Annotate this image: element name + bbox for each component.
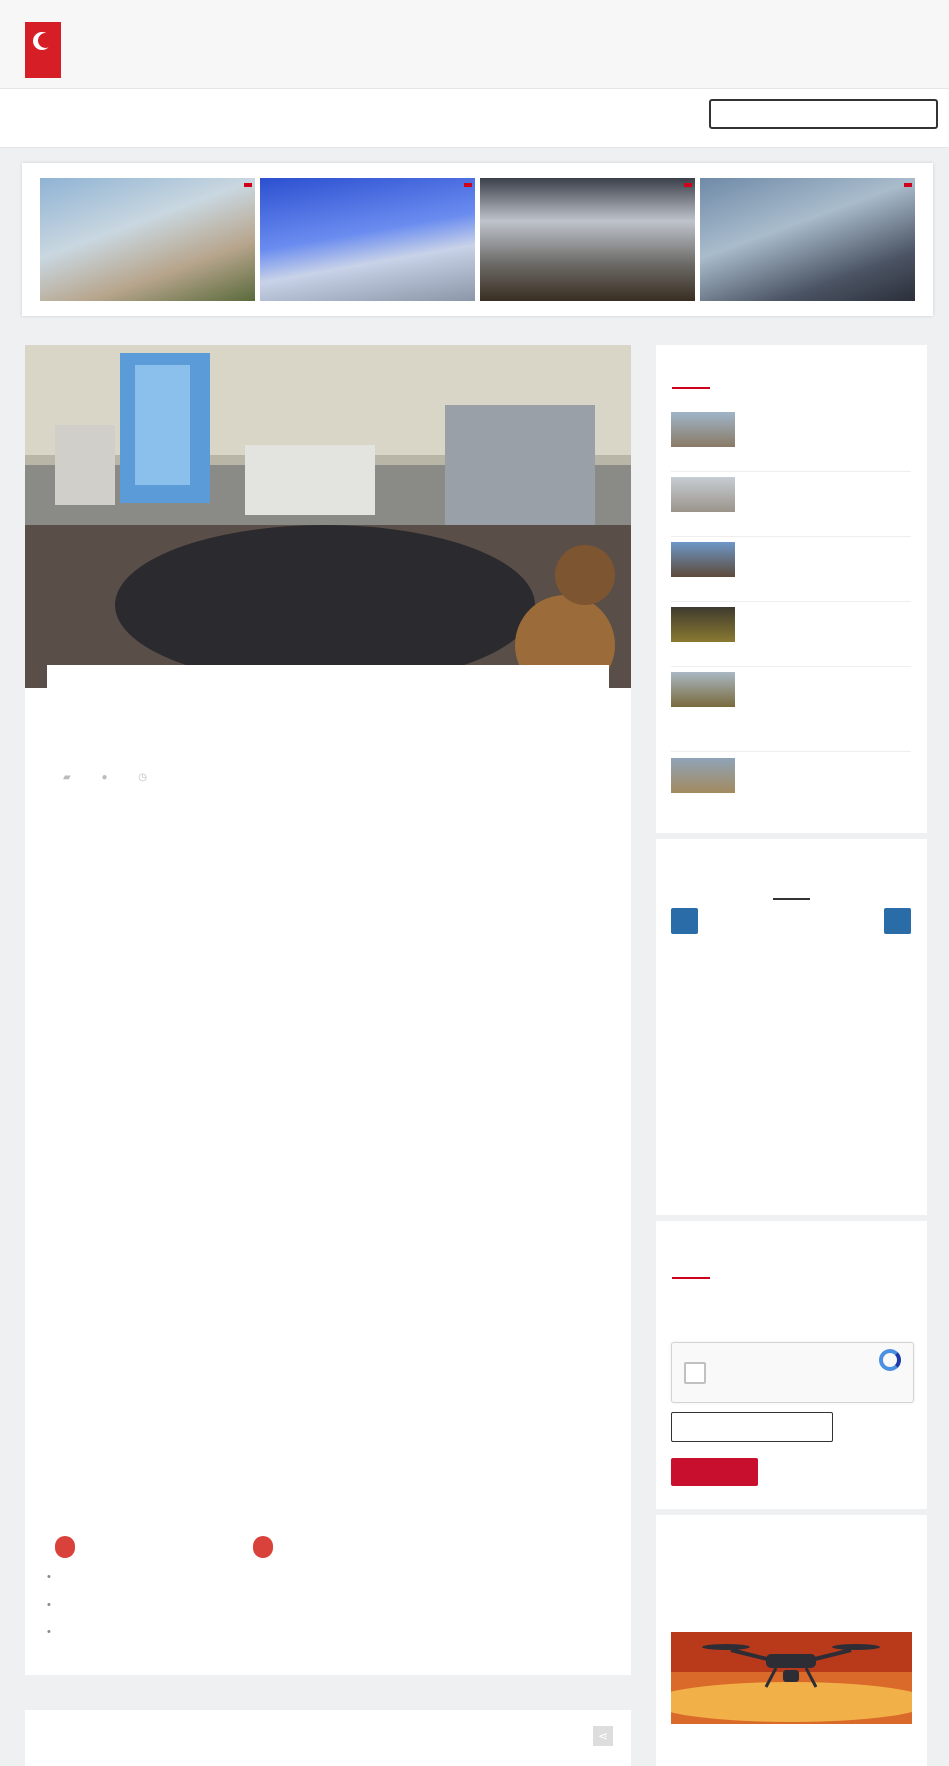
featured-badge (244, 183, 252, 187)
featured-badge (904, 183, 912, 187)
calendar-prev-button[interactable] (671, 908, 698, 934)
share-icon[interactable]: ⋖ (593, 1726, 613, 1746)
popular-thumb (671, 412, 735, 447)
site-header (0, 0, 949, 88)
featured-image (40, 178, 255, 301)
popular-thumb (671, 477, 735, 512)
article-hero-image (25, 345, 631, 688)
related-link[interactable] (47, 1571, 59, 1583)
featured-card[interactable] (260, 178, 475, 301)
featured-card[interactable] (700, 178, 915, 301)
meta-category[interactable]: ▰ (63, 772, 74, 783)
featured-badge (464, 183, 472, 187)
popular-thumb (671, 542, 735, 577)
article (25, 345, 631, 1675)
popular-item[interactable] (671, 666, 911, 752)
article-meta (63, 772, 175, 783)
related-link[interactable] (47, 1626, 59, 1638)
meta-author[interactable]: ● (101, 772, 111, 783)
search-input[interactable] (709, 99, 938, 129)
featured-badge (684, 183, 692, 187)
featured-image (260, 178, 475, 301)
calendar-next-button[interactable] (884, 908, 911, 934)
popular-item[interactable] (671, 471, 911, 537)
popular-item[interactable] (671, 601, 911, 667)
drone-icon (671, 1632, 912, 1724)
popular-item[interactable] (671, 406, 911, 472)
email-field[interactable] (671, 1412, 833, 1442)
popular-thumb (671, 758, 735, 793)
bottom-category-strip (25, 1710, 631, 1766)
popular-item[interactable] (671, 752, 911, 838)
featured-card[interactable] (480, 178, 695, 301)
popular-thumb (671, 672, 735, 707)
featured-image (480, 178, 695, 301)
recaptcha-widget (671, 1342, 914, 1403)
popular-thumb (671, 607, 735, 642)
tag-asansor-istanbul-fuari[interactable] (253, 1536, 273, 1558)
turkish-flag-icon (25, 22, 61, 78)
drone-ad-banner[interactable] (671, 1537, 912, 1724)
recaptcha-checkbox[interactable] (684, 1362, 706, 1384)
related-link[interactable] (47, 1599, 59, 1611)
sidebar (656, 345, 927, 1766)
site-logo[interactable] (25, 22, 225, 80)
featured-image (700, 178, 915, 301)
tag-uluslararasi-asansor-istanbul[interactable] (55, 1536, 75, 1558)
subscribe-button[interactable] (671, 1458, 758, 1486)
meta-date: ◷ (138, 772, 148, 783)
featured-card[interactable] (40, 178, 255, 301)
featured-strip (22, 163, 933, 316)
recaptcha-logo-icon (879, 1349, 901, 1371)
popular-item[interactable] (671, 536, 911, 602)
